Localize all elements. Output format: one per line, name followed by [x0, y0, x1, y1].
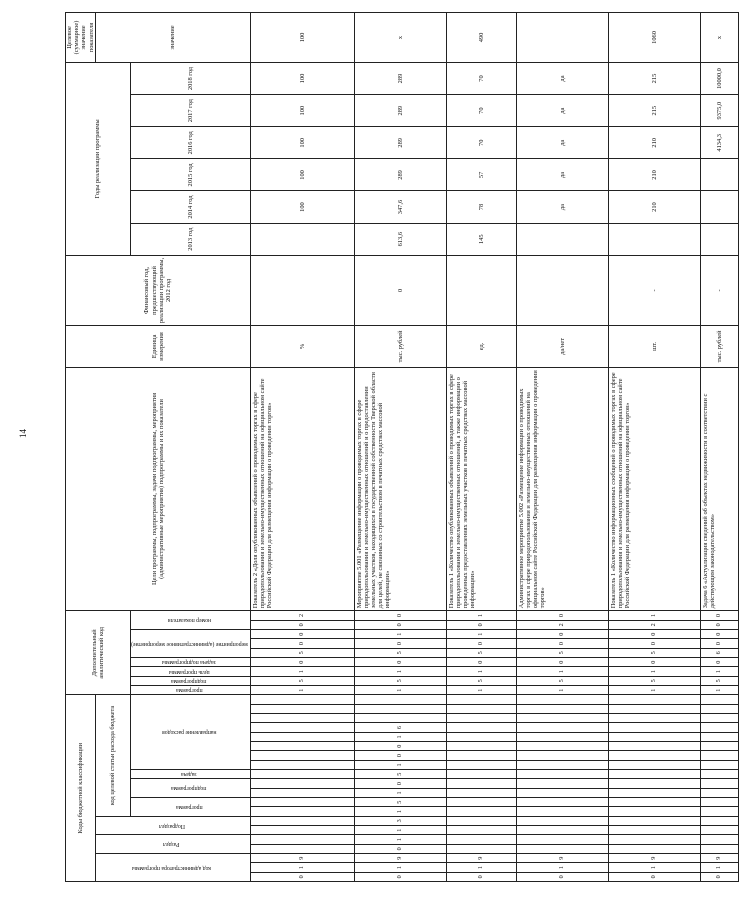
year-value-cell: 613,6 — [354, 223, 446, 255]
target-article-digit — [446, 779, 516, 788]
additional-code-digit: 1 — [700, 686, 738, 695]
target-value-cell: x — [700, 13, 738, 63]
target-article-digit — [516, 751, 608, 760]
target-article-digit — [250, 751, 354, 760]
unit-cell: шт. — [608, 326, 700, 367]
additional-code-digit: 0 — [446, 639, 516, 648]
target-article-digit — [608, 779, 700, 788]
year-2014-header: 2014 год — [130, 191, 250, 223]
target-article-digit — [608, 714, 700, 723]
additional-code-digit: 0 — [354, 639, 446, 648]
year-value-cell: 215 — [608, 95, 700, 127]
unit-cell: % — [250, 326, 354, 367]
podrazdel-digit: 1 — [354, 826, 446, 835]
target-article-digit — [516, 723, 608, 732]
target-article-digit — [516, 732, 608, 741]
year-2015-header: 2015 год — [130, 159, 250, 191]
budget-table-sheet — [65, 12, 723, 882]
year-value-cell — [608, 223, 700, 255]
target-article-digit — [516, 807, 608, 816]
goal-description: Показатель 1 «Количество опубликованных объявлений о проводимых торгах в сфере природопользования и земельно-имущественных отношений, а также информации о проведенных предоставлениях земельных участков в печатных средствах массовой информации» — [446, 367, 516, 611]
year-value-cell: да — [516, 95, 608, 127]
admin-code-digit: 9 — [250, 854, 354, 863]
target-article-digit — [516, 779, 608, 788]
year-value-cell: 289 — [354, 95, 446, 127]
target-article-digit — [516, 742, 608, 751]
podrazdel-digit — [608, 816, 700, 825]
year-value-cell: 210 — [608, 159, 700, 191]
goal-description: Административное мероприятие 5.002 «Размещение информации о проводимых торгах в сфере природопользования и земельно-имущественных отношений на официальном сайте Российской Федерации для размещения информации о проведении торгов» — [516, 367, 608, 611]
target-article-digit — [700, 751, 738, 760]
a-nomer-header: номер показателя — [130, 611, 250, 630]
year-value-cell: 210 — [608, 191, 700, 223]
target-article-digit — [446, 798, 516, 807]
additional-code-digit: 5 — [700, 676, 738, 685]
additional-code-digit: 2 — [516, 620, 608, 629]
admin-code-digit: 9 — [516, 854, 608, 863]
year-value-cell: 10000,0 — [700, 62, 738, 94]
additional-code-digit: 5 — [608, 648, 700, 657]
admin-code-digit: 0 — [250, 872, 354, 881]
razdel-header: Раздел — [95, 835, 250, 854]
target-value-cell: 1060 — [608, 13, 700, 63]
additional-code-digit: 1 — [446, 630, 516, 639]
podrazdel-digit: 3 — [354, 816, 446, 825]
admin-code-digit: 0 — [516, 872, 608, 881]
razdel-digit — [700, 835, 738, 844]
target-article-digit — [250, 695, 354, 704]
razdel-digit — [446, 844, 516, 853]
additional-code-digit: 0 — [250, 639, 354, 648]
additional-code-digit: 0 — [516, 639, 608, 648]
target-article-digit — [446, 807, 516, 816]
target-article-digit — [446, 760, 516, 769]
program-indicators-table — [65, 12, 739, 882]
additional-code-digit: 0 — [250, 630, 354, 639]
podrazdel-digit — [250, 826, 354, 835]
additional-code-digit: 1 — [608, 686, 700, 695]
admin-code-digit: 1 — [608, 863, 700, 872]
year-value-cell: 210 — [608, 127, 700, 159]
target-article-digit — [250, 760, 354, 769]
target-article-digit — [250, 742, 354, 751]
page-number: 14 — [18, 429, 28, 438]
additional-code-digit: 0 — [516, 658, 608, 667]
target-article-digit — [516, 770, 608, 779]
target-article-digit — [608, 770, 700, 779]
target-article-digit — [446, 723, 516, 732]
target-article-digit — [700, 732, 738, 741]
year-value-cell — [250, 223, 354, 255]
admin-code-digit: 0 — [608, 872, 700, 881]
t-programma-header: программа — [130, 798, 250, 817]
additional-code-digit: 0 — [516, 611, 608, 620]
year-value-cell: 4134,3 — [700, 127, 738, 159]
target-article-digit — [608, 788, 700, 797]
admin-code-digit: 0 — [700, 872, 738, 881]
target-article-digit — [250, 779, 354, 788]
t-podprogramma-header: подпрограмма — [130, 779, 250, 798]
unit-cell: да/нет — [516, 326, 608, 367]
additional-code-digit: 1 — [354, 667, 446, 676]
additional-code-digit: 1 — [516, 667, 608, 676]
unit-cell: тыс. рублей — [700, 326, 738, 367]
t-zadacha-header: задача — [130, 770, 250, 779]
additional-code-digit: 1 — [354, 686, 446, 695]
admin-code-header: код администратора программы — [95, 854, 250, 882]
year-2017-header: 2017 год — [130, 95, 250, 127]
unit-cell: тыс. рублей — [354, 326, 446, 367]
podrazdel-digit — [446, 816, 516, 825]
additional-code-digit: 0 — [608, 639, 700, 648]
additional-code-digit: 0 — [354, 620, 446, 629]
target-article-digit — [608, 798, 700, 807]
target-article-digit — [446, 704, 516, 713]
target-article-digit — [250, 770, 354, 779]
additional-code-digit: 1 — [250, 667, 354, 676]
target-value-cell: 490 — [446, 13, 516, 63]
target-article-digit — [700, 779, 738, 788]
year-value-cell: 70 — [446, 62, 516, 94]
podrazdel-digit — [516, 816, 608, 825]
additional-code-digit: 5 — [250, 676, 354, 685]
additional-code-header: Дополнительный аналитический код — [66, 611, 131, 695]
additional-code-digit: 0 — [354, 658, 446, 667]
additional-code-digit: 5 — [608, 676, 700, 685]
target-article-digit — [250, 807, 354, 816]
base-year-cell — [446, 255, 516, 325]
base-year-cell: 0 — [354, 255, 446, 325]
target-article-digit — [250, 704, 354, 713]
admin-code-digit: 0 — [354, 872, 446, 881]
podrazdel-header: Подраздел — [95, 816, 250, 835]
target-article-digit — [354, 704, 446, 713]
razdel-digit — [250, 835, 354, 844]
target-article-digit — [700, 695, 738, 704]
target-article-digit — [446, 788, 516, 797]
razdel-digit — [446, 835, 516, 844]
razdel-digit — [700, 844, 738, 853]
year-value-cell: да — [516, 62, 608, 94]
target-article-digit — [446, 714, 516, 723]
target-article-digit — [700, 807, 738, 816]
additional-code-digit: 0 — [700, 630, 738, 639]
year-value-cell — [516, 223, 608, 255]
year-value-cell: 78 — [446, 191, 516, 223]
additional-code-digit: 0 — [516, 630, 608, 639]
admin-code-digit: 1 — [516, 863, 608, 872]
target-article-digit — [700, 714, 738, 723]
additional-code-digit: 0 — [446, 620, 516, 629]
admin-code-digit: 1 — [700, 863, 738, 872]
a-zadacha-header: задача подпрограммы — [130, 658, 250, 667]
t-napravlenie-header: направление расходов — [130, 695, 250, 770]
table-row — [354, 13, 446, 882]
goal-description: Показатель 1 «Количество информационных сообщений о проводимых торгах в сфере природопользования и земельно-имущественных отношений на официальном сайте Российской Федерации для размещения информации о проведении торгов» — [608, 367, 700, 611]
target-article-digit — [608, 807, 700, 816]
target-value-cell — [516, 13, 608, 63]
razdel-digit — [608, 844, 700, 853]
additional-code-digit: 0 — [700, 639, 738, 648]
year-value-cell: 100 — [250, 95, 354, 127]
admin-code-digit: 1 — [250, 863, 354, 872]
podrazdel-digit — [250, 816, 354, 825]
year-value-cell: 289 — [354, 159, 446, 191]
admin-code-digit: 1 — [354, 863, 446, 872]
razdel-digit — [608, 835, 700, 844]
target-article-digit — [608, 723, 700, 732]
target-article-digit — [700, 723, 738, 732]
year-value-cell: 289 — [354, 127, 446, 159]
target-article-digit: 1 — [354, 788, 446, 797]
target-article-digit — [446, 751, 516, 760]
target-article-digit — [516, 798, 608, 807]
admin-code-digit: 9 — [608, 854, 700, 863]
budget-codes-header: Коды бюджетной классификации — [66, 695, 96, 882]
year-value-cell: да — [516, 191, 608, 223]
target-header: Целевое (суммарное) значение показателя — [66, 13, 96, 63]
a-programma-header: программа — [130, 686, 250, 695]
admin-code-digit: 0 — [446, 872, 516, 881]
admin-code-digit: 1 — [446, 863, 516, 872]
additional-code-digit: 0 — [700, 611, 738, 620]
additional-code-digit: 2 — [608, 620, 700, 629]
year-value-cell: 70 — [446, 95, 516, 127]
target-article-digit: 0 — [354, 742, 446, 751]
goal-description: Задача 6 «Актуализация сведений об объектах недвижимости в соответствии с действующим законодательством» — [700, 367, 738, 611]
target-value-cell: x — [354, 13, 446, 63]
year-2018-header: 2018 год — [130, 62, 250, 94]
base-year-cell — [516, 255, 608, 325]
additional-code-digit: 5 — [250, 648, 354, 657]
base-year-header: Финансовый год, предшествующий реализации программы, 2012 год — [66, 255, 251, 325]
target-article-digit — [250, 788, 354, 797]
additional-code-digit: 2 — [250, 611, 354, 620]
additional-code-digit: 1 — [446, 611, 516, 620]
target-article-digit — [700, 770, 738, 779]
target-article-digit — [516, 788, 608, 797]
target-article-digit — [446, 732, 516, 741]
target-article-digit — [608, 742, 700, 751]
unit-cell: ед. — [446, 326, 516, 367]
year-value-cell: 100 — [250, 159, 354, 191]
year-value-cell: 215 — [608, 62, 700, 94]
goal-description: Мероприятие 5.001 «Размещение информации о проводимых торгах в сфере природопользования и земельно-имущественных отношений и о предоставлении земельных участков, находящихся в государственной собственности Тверской области для целей, не связанных со строительством в печатных средствах массовой информации» — [354, 367, 446, 611]
years-header: Годы реализации программы — [66, 62, 131, 255]
year-value-cell — [700, 159, 738, 191]
additional-code-digit: 1 — [446, 667, 516, 676]
year-value-cell: 100 — [250, 191, 354, 223]
additional-code-digit: 0 — [700, 620, 738, 629]
target-article-digit — [354, 695, 446, 704]
year-value-cell: да — [516, 159, 608, 191]
admin-code-digit: 9 — [354, 854, 446, 863]
admin-code-digit: 9 — [700, 854, 738, 863]
target-article-digit — [446, 770, 516, 779]
podrazdel-digit — [700, 816, 738, 825]
year-value-cell — [700, 191, 738, 223]
additional-code-digit: 0 — [354, 611, 446, 620]
target-article-digit — [250, 732, 354, 741]
additional-code-digit: 0 — [608, 630, 700, 639]
goal-description: Показатель 2 «Доля опубликованных объявлений о проводимых торгах в сфере природопользования и земельно-имущественных отношений на официальном сайте Российской Федерации для размещения информации о проведении торгов» — [250, 367, 354, 611]
target-article-digit — [250, 723, 354, 732]
target-article-digit: 0 — [354, 751, 446, 760]
additional-code-digit: 0 — [700, 658, 738, 667]
year-value-cell: 57 — [446, 159, 516, 191]
base-year-cell — [250, 255, 354, 325]
additional-code-digit: 5 — [516, 676, 608, 685]
additional-code-digit: 0 — [446, 658, 516, 667]
target-article-digit — [700, 760, 738, 769]
table-row — [608, 13, 700, 882]
target-article-digit — [446, 695, 516, 704]
additional-code-digit: 1 — [516, 686, 608, 695]
target-value-cell: 100 — [250, 13, 354, 63]
year-value-cell: 145 — [446, 223, 516, 255]
target-article-digit — [608, 695, 700, 704]
target-article-digit: 1 — [354, 807, 446, 816]
unit-header: Единица измерения — [66, 326, 251, 367]
additional-code-digit: 0 — [250, 620, 354, 629]
additional-code-digit: 5 — [446, 648, 516, 657]
target-article-digit — [250, 798, 354, 807]
additional-code-digit: 1 — [608, 611, 700, 620]
target-article-digit — [700, 742, 738, 751]
razdel-digit — [250, 844, 354, 853]
table-row — [446, 13, 516, 882]
a-podprogramma-header: подпрограмма — [130, 676, 250, 685]
target-article-digit — [608, 751, 700, 760]
target-article-digit — [446, 742, 516, 751]
target-article-digit: 1 — [354, 732, 446, 741]
target-article-digit — [700, 788, 738, 797]
podrazdel-digit — [700, 826, 738, 835]
target-article-digit — [516, 704, 608, 713]
target-article-digit — [700, 798, 738, 807]
table-row — [700, 13, 738, 882]
target-article-header: код целевой статьи расхода бюджета — [95, 695, 130, 816]
target-article-digit: 5 — [354, 770, 446, 779]
target-article-digit — [250, 714, 354, 723]
target-article-digit — [608, 760, 700, 769]
target-article-digit — [608, 732, 700, 741]
year-value-cell: 9375,0 — [700, 95, 738, 127]
target-article-digit — [516, 714, 608, 723]
podrazdel-digit — [608, 826, 700, 835]
year-value-cell: 347,6 — [354, 191, 446, 223]
additional-code-digit: 5 — [516, 648, 608, 657]
table-row — [250, 13, 354, 882]
year-value-cell: 100 — [250, 62, 354, 94]
year-value-cell: 289 — [354, 62, 446, 94]
additional-code-digit: 1 — [250, 686, 354, 695]
goals-header: Цели программы, подпрограммы, задачи подпрограммы, мероприятия (административные мероприятия) подпрограммы и их показатели — [66, 367, 251, 611]
year-2016-header: 2016 год — [130, 127, 250, 159]
additional-code-digit: 5 — [354, 676, 446, 685]
additional-code-digit: 0 — [608, 658, 700, 667]
additional-code-digit: 5 — [446, 676, 516, 685]
base-year-cell: - — [608, 255, 700, 325]
target-article-digit — [700, 704, 738, 713]
target-article-digit: 5 — [354, 798, 446, 807]
additional-code-digit: 6 — [700, 648, 738, 657]
target-article-digit: 1 — [354, 760, 446, 769]
razdel-digit: 0 — [354, 844, 446, 853]
additional-code-digit: 5 — [354, 648, 446, 657]
target-value-header: значение — [95, 13, 250, 63]
year-2013-header: 2013 год — [130, 223, 250, 255]
razdel-digit — [516, 844, 608, 853]
additional-code-digit: 0 — [250, 658, 354, 667]
podrazdel-digit — [516, 826, 608, 835]
admin-code-digit: 9 — [446, 854, 516, 863]
podrazdel-digit — [446, 826, 516, 835]
razdel-digit — [516, 835, 608, 844]
additional-code-digit: 1 — [608, 667, 700, 676]
target-article-digit — [354, 714, 446, 723]
a-meropr-header: мероприятие (административное мероприятие) — [130, 630, 250, 658]
year-value-cell — [700, 223, 738, 255]
year-value-cell: 70 — [446, 127, 516, 159]
target-article-digit — [608, 704, 700, 713]
target-article-digit: 6 — [354, 723, 446, 732]
base-year-cell: - — [700, 255, 738, 325]
year-value-cell: да — [516, 127, 608, 159]
target-article-digit: 0 — [354, 779, 446, 788]
additional-code-digit: 1 — [700, 667, 738, 676]
additional-code-digit: 1 — [354, 630, 446, 639]
additional-code-digit: 1 — [446, 686, 516, 695]
target-article-digit — [516, 695, 608, 704]
year-value-cell: 100 — [250, 127, 354, 159]
a-cel-header: цель программы — [130, 667, 250, 676]
table-row — [516, 13, 608, 882]
razdel-digit: 1 — [354, 835, 446, 844]
target-article-digit — [516, 760, 608, 769]
